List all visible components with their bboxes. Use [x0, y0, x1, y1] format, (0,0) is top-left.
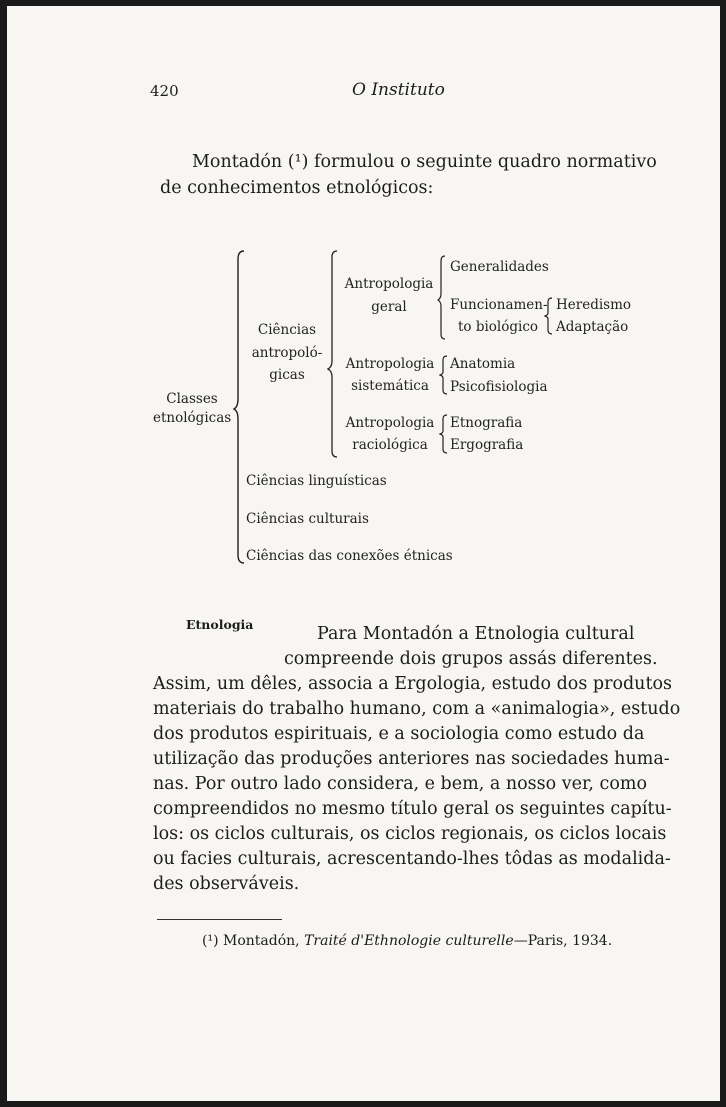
footnote-rule [157, 919, 282, 920]
psicofisiologia: Psicofisiologia [450, 379, 548, 395]
root-brace [233, 249, 247, 567]
ciencias-conexoes-etnicas: Ciências das conexões étnicas [246, 548, 453, 564]
adaptacao: Adaptação [556, 319, 629, 335]
body-line: los: os ciclos culturais, os ciclos regionais, os ciclos locais [153, 824, 667, 844]
margin-label: Etnologia [186, 617, 254, 632]
ciencias-culturais: Ciências culturais [246, 511, 369, 527]
intro-line-1: Montadón (¹) formulou o seguinte quadro normativo [192, 152, 657, 172]
heredismo: Heredismo [556, 297, 632, 313]
body-line: materiais do trabalho humano, com a «animalogia», estudo [153, 699, 681, 719]
antropologicas-label-3: gicas [269, 367, 305, 383]
sistematica-label-2: sistemática [351, 378, 429, 394]
body-line: utilização das produções anteriores nas sociedades huma- [153, 749, 670, 769]
body-line: Para Montadón a Etnologia cultural [317, 624, 635, 644]
ergografia: Ergografia [450, 437, 524, 453]
body-line: compreende dois grupos assás diferentes. [284, 649, 658, 669]
body-line: ou facies culturais, acrescentando-lhes tôdas as modalida- [153, 849, 671, 869]
running-title: O Instituto [352, 80, 445, 100]
book-page [7, 6, 720, 1101]
funcionamento-label-2: to biológico [458, 319, 539, 335]
body-line: Assim, um dêles, associa a Ergologia, estudo dos produtos [153, 674, 673, 694]
footnote-marker: (¹) Montadón, [202, 933, 300, 949]
generalidades: Generalidades [450, 259, 549, 275]
anatomia: Anatomia [450, 356, 516, 372]
footnote [202, 933, 612, 949]
sistematica-brace [439, 354, 449, 396]
antropologicas-label-1: Ciências [257, 322, 317, 338]
funcionamento-label-1: Funcionamen- [450, 297, 548, 313]
footnote-work-title: Traité d'Ethnologie culturelle [304, 933, 514, 949]
antropologicas-brace [327, 249, 339, 461]
geral-label-2: geral [371, 299, 407, 315]
root-label-2: etnológicas [153, 410, 232, 426]
raciologica-brace [439, 413, 449, 455]
etnografia: Etnografia [450, 415, 523, 431]
page-number: 420 [150, 82, 179, 100]
ciencias-linguisticas: Ciências linguísticas [246, 473, 387, 489]
sistematica-label-1: Antropologia [345, 356, 435, 372]
raciologica-label-1: Antropologia [345, 415, 435, 431]
body-line: des observáveis. [153, 874, 300, 894]
footnote-rest: —Paris, 1934. [513, 933, 613, 949]
intro-line-2: de conhecimentos etnológicos: [160, 178, 434, 198]
body-line: nas. Por outro lado considera, e bem, a nosso ver, como [153, 774, 647, 794]
raciologica-label-2: raciológica [352, 437, 428, 453]
body-line: dos produtos espirituais, e a sociologia como estudo da [153, 724, 645, 744]
root-label-1: Classes [166, 391, 218, 407]
body-line: compreendidos no mesmo título geral os seguintes capítu- [153, 799, 672, 819]
geral-brace [437, 254, 447, 342]
antropologicas-label-2: antropoló- [251, 345, 323, 361]
geral-label-1: Antropologia [344, 276, 434, 292]
